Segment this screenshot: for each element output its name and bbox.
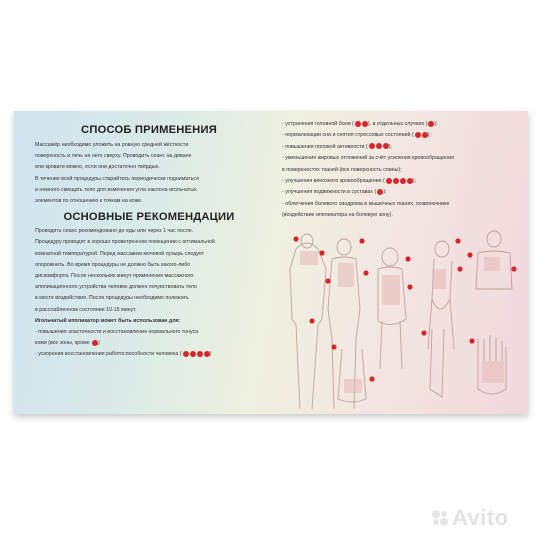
para1-line: Массажёр необходимо уложить на ровную средней жёсткости bbox=[35, 142, 189, 148]
para1-line: и немного смещать тело для изменения угла наклона игольчатых bbox=[35, 186, 197, 193]
zone-marker-icon bbox=[197, 351, 203, 357]
benefit-item: в поверхностях тканей (все поверхность спины); bbox=[282, 166, 402, 173]
zone-marker-icon bbox=[393, 178, 399, 184]
para2-line: в расслабленном состоянии 10-15 минут. bbox=[35, 306, 137, 313]
right-column bbox=[282, 119, 520, 222]
para2-line: в месте воздействия. После процедуры необходимо полежать bbox=[35, 295, 189, 302]
zone-marker-icon bbox=[92, 340, 98, 346]
zone-marker-icon bbox=[204, 351, 210, 357]
para2-line: комнатной температурой. Перед массажем мочевой пузырь следует bbox=[35, 250, 205, 257]
benefit-item: - нормализации сна и снятия стрессовых состояний ( ); bbox=[282, 132, 431, 139]
usage-title: Игольчатый иппликатор может быть использован для: bbox=[35, 317, 181, 324]
zone-marker-icon bbox=[386, 178, 392, 184]
zone-marker-icon bbox=[355, 121, 361, 127]
usage-item: - ускорения восстановления работоспособности человека ( ) bbox=[35, 351, 212, 358]
para2-line: опорожнить. Во время процедуры не должно быть какого-либо bbox=[35, 261, 191, 268]
heading-usage-method: СПОСОБ ПРИМЕНЕНИЯ bbox=[81, 124, 217, 136]
zone-marker-icon bbox=[369, 143, 375, 149]
benefit-item: - облегчения болевого синдрома в мышечных тканях, позвоночнике bbox=[282, 200, 450, 207]
usage-item: - повышения эластичности и восстановления нормального тонуса bbox=[35, 329, 199, 336]
body-zones-illustration bbox=[282, 229, 522, 409]
benefit-item: - улучшения венозного кровообращения ( ); bbox=[282, 178, 416, 185]
zone-marker-icon bbox=[376, 143, 382, 149]
benefit-item: - уменьшения жировых отложений за счёт усиления кровообращения bbox=[282, 155, 454, 162]
benefit-item: (воздействие иппликатора на болевую зону). bbox=[282, 212, 393, 219]
zone-marker-icon bbox=[400, 178, 406, 184]
benefit-item: - устранения головной боли ( ), в отдельных случаях ( ); bbox=[282, 121, 438, 127]
para1-line: поверхность и лечь на него сверху. Проводить сеанс на диване bbox=[35, 153, 192, 160]
avito-watermark: Avito bbox=[452, 505, 509, 530]
para1-line: элементов по отношению к точкам на коже. bbox=[35, 198, 143, 205]
para1-line: или кровати можно, если они достаточно твёрдые. bbox=[35, 164, 160, 171]
benefit-item: - улучшения подвижности в суставах ( ); bbox=[282, 189, 387, 196]
instruction-card bbox=[14, 111, 528, 414]
usage-item: кожи (все зоны, кроме ) bbox=[35, 340, 100, 347]
para1-line: В течение всей процедуры старайтесь периодически подниматься bbox=[35, 175, 199, 182]
para2-line: Процедуру проводят в хорошо проветренном помещении с оптимальной bbox=[35, 239, 215, 246]
avito-logo-icon bbox=[430, 508, 450, 528]
zone-marker-icon bbox=[415, 132, 421, 138]
para2-line: Проводить сеанс рекомендовано до еды или через 1 час после. bbox=[35, 228, 194, 235]
para2-line: дискомфорта. После нескольких минут применения массажного bbox=[35, 273, 194, 280]
left-column bbox=[35, 124, 263, 361]
zone-marker-icon bbox=[183, 351, 189, 357]
zone-marker-icon bbox=[190, 351, 196, 357]
para2-line: аппликационного устройства человек должен почувствовать тело bbox=[35, 284, 197, 291]
benefit-item: - повышения половой активности ( ); bbox=[282, 143, 392, 150]
heading-recommendations: ОСНОВНЫЕ РЕКОМЕНДАЦИИ bbox=[63, 211, 235, 224]
